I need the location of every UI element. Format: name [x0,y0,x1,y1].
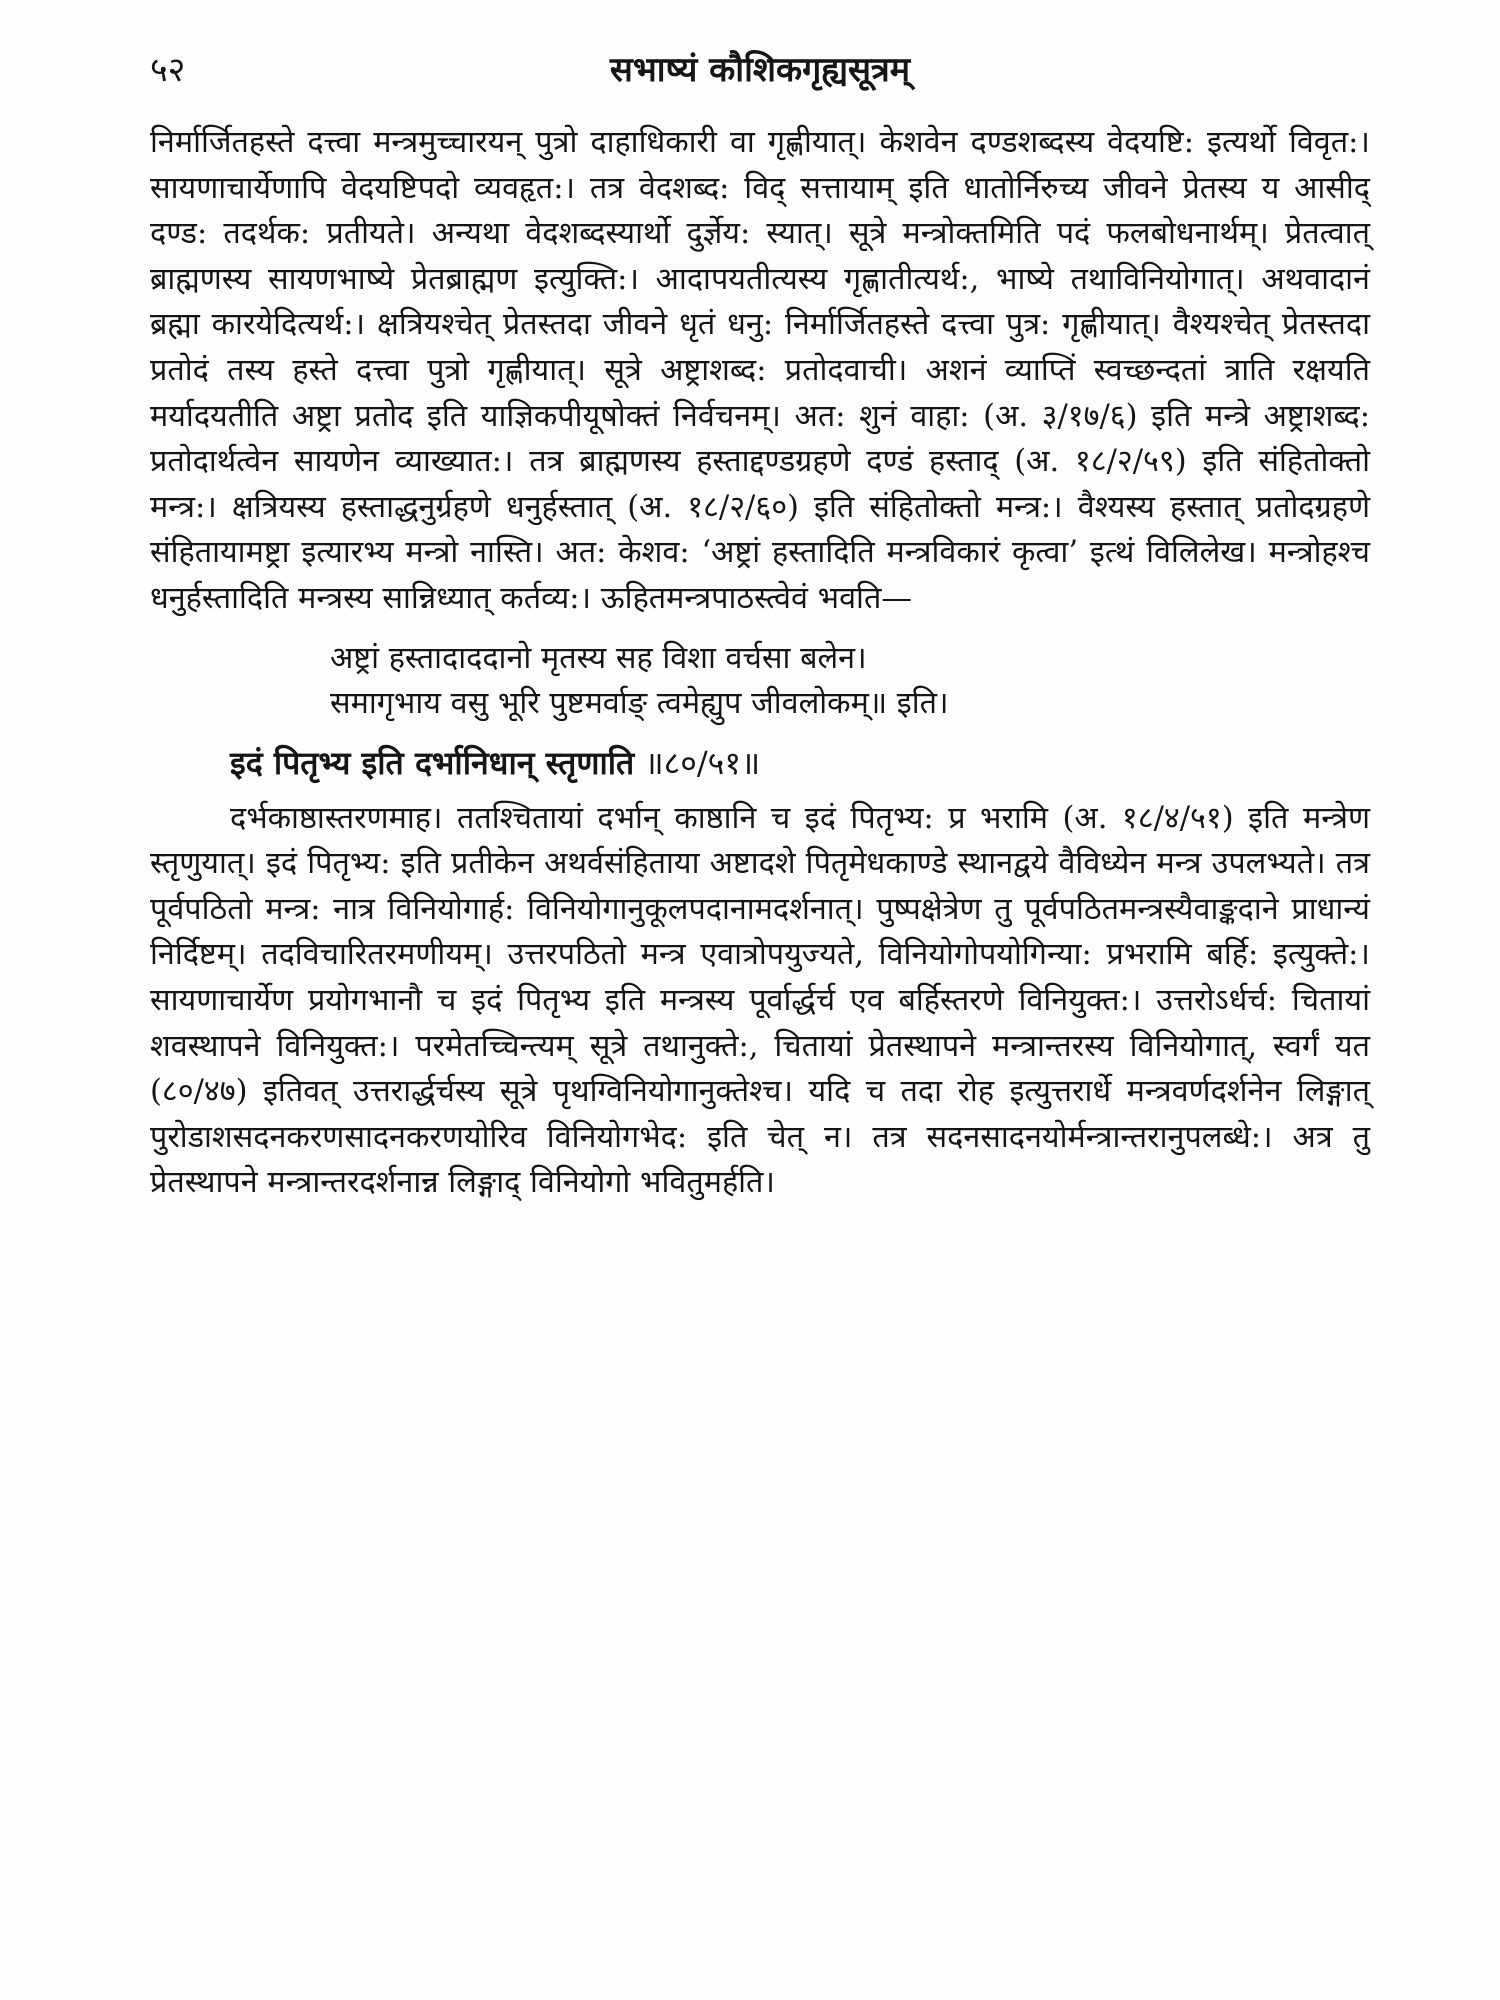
body-text [150,120,1370,1206]
commentary-paragraph-1: निर्मार्जितहस्ते दत्त्वा मन्त्रमुच्चारयन् पुत्रो दाहाधिकारी वा गृह्णीयात्। केशवेन दण्डशब्दस्य वेदयष्टि: इत्यर्थो विवृत:। सायणाचार्येणापि वेदयष्टिपदो व्यवहृत:। तत्र वेदशब्द: विद् सत्तायाम् इति धातोर्निरुच्य जीवने प्रेतस्य य आसीद् दण्ड: तदर्थक: प्रतीयते। अन्यथा वेदशब्दस्यार्थो दुर्ज्ञेय: स्यात्। सूत्रे मन्त्रोक्तमिति पदं फलबोधनार्थम्। प्रेतत्वात् ब्राह्मणस्य सायणभाष्ये प्रेतब्राह्मण इत्युक्ति:। आदापयतीत्यस्य गृह्णातीत्यर्थ:, भाष्ये तथाविनियोगात्। अथवादानं ब्रह्मा कारयेदित्यर्थ:। क्षत्रियश्चेत् प्रेतस्तदा जीवने धृतं धनु: निर्मार्जितहस्ते दत्त्वा पुत्र: गृह्णीयात्। वैश्यश्चेत् प्रेतस्तदा प्रतोदं तस्य हस्ते दत्त्वा पुत्रो गृह्णीयात्। सूत्रे अष्ट्राशब्द: प्रतोदवाची। अशनं व्याप्तिं स्वच्छन्दतां त्राति रक्षयति मर्यादयतीति अष्ट्रा प्रतोद इति याज्ञिकपीयूषोक्तं निर्वचनम्। अत: शुनं वाहा: (अ. ३/१७/६) इति मन्त्रे अष्ट्राशब्द: प्रतोदार्थत्वेन सायणेन व्याख्यात:। तत्र ब्राह्मणस्य हस्ताद्दण्डग्रहणे दण्डं हस्ताद् (अ. १८/२/५९) इति संहितोक्तो मन्त्र:। क्षत्रियस्य हस्ताद्धनुर्ग्रहणे धनुर्हस्तात् (अ. १८/२/६०) इति संहितोक्तो मन्त्र:। वैश्यस्य हस्तात् प्रतोदग्रहणे संहितायामष्ट्रा इत्यारभ्य मन्त्रो नास्ति। अत: केशव: ‘अष्ट्रां हस्तादिति मन्त्रविकारं कृत्वा’ इत्थं विलिलेख। मन्त्रोहश्च धनुर्हस्तादिति मन्त्रस्य सान्निध्यात् कर्तव्य:। ऊहितमन्त्रपाठस्त्वेवं भवति— [150,125,1370,616]
sutra-heading [150,738,1370,788]
verse-line-2: समागृभाय वसु भूरि पुष्टमर्वाङ् त्वमेह्युप जीवलोकम्॥ इति। [330,685,949,721]
page-header [150,40,1370,100]
mantra-verse [150,636,1370,726]
sutra-text: इदं पितृभ्य इति दर्भानिधान् स्तृणाति [230,743,635,782]
verse-line-1: अष्ट्रां हस्तादाददानो मृतस्य सह विशा वर्चसा बलेन। [330,640,867,676]
running-title: सभाष्यं कौशिकगृह्यसूत्रम् [609,50,911,90]
sutra-number: ॥८०/५१॥ [644,743,761,782]
commentary-paragraph-2: दर्भकाष्ठास्तरणमाह। ततश्चितायां दर्भान् काष्ठानि च इदं पितृभ्य: प्र भरामि (अ. १८/४/५१) इति मन्त्रेण स्तृणुयात्। इदं पितृभ्य: इति प्रतीकेन अथर्वसंहिताया अष्टादशे पितृमेधकाण्डे स्थानद्वये वैविध्येन मन्त्र उपलभ्यते। तत्र पूर्वपठितो मन्त्र: नात्र विनियोगार्ह: विनियोगानुकूलपदानामदर्शनात्। पुष्पक्षेत्रेण तु पूर्वपठितमन्त्रस्यैवाङ्कदाने प्राधान्यं निर्दिष्टम्। तदविचारितरमणीयम्। उत्तरपठितो मन्त्र एवात्रोपयुज्यते, विनियोगोपयोगिन्या: प्रभरामि बर्हि: इत्युक्ते:। सायणाचार्येण प्रयोगभानौ च इदं पितृभ्य इति मन्त्रस्य पूर्वार्द्धर्च एव बर्हिस्तरणे विनियुक्त:। उत्तरोऽर्धर्च: चितायां शवस्थापने विनियुक्त:। परमेतच्चिन्त्यम् सूत्रे तथानुक्ते:, चितायां प्रेतस्थापने मन्त्रान्तरस्य विनियोगात्, स्वर्गं यत (८०/४७) इतिवत् उत्तरार्द्धर्चस्य सूत्रे पृथग्विनियोगानुक्तेश्च। यदि च तदा रोह इत्युत्तरार्धे मन्त्रवर्णदर्शनेन लिङ्गात् पुरोडाशसदनकरणसादनकरणयोरिव विनियोगभेद: इति चेत् न। तत्र सदनसादनयोर्मन्त्रान्तरानुपलब्धे:। अत्र तु प्रेतस्थापने मन्त्रान्तरदर्शनान्न लिङ्गाद् विनियोगो भवितुमर्हति। [150,800,1370,1201]
page-number: ५२ [150,50,186,90]
